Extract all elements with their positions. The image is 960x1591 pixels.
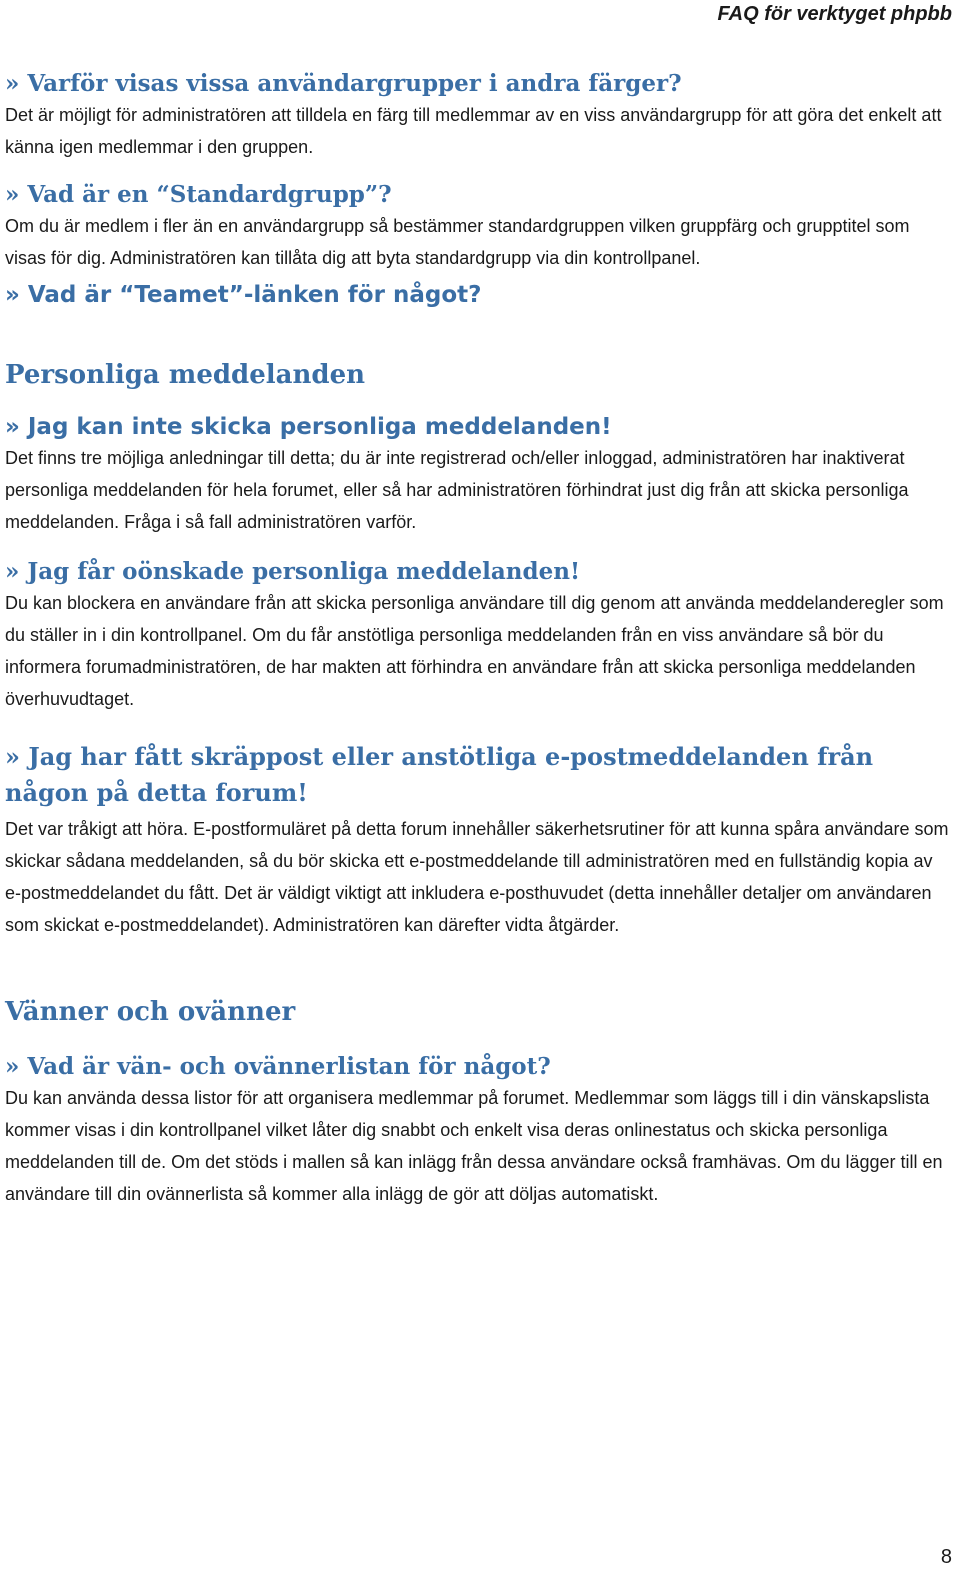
faq-question: » Jag får oönskade personliga meddelanden! [5, 558, 581, 585]
faq-answer: Det finns tre möjliga anledningar till detta; du är inte registrerad och/eller inloggad, administratören har inaktiverat personliga meddelanden för hela forumet, eller så har administratören förhindrat just dig från att skicka personliga meddelanden. Fråga i så fall administratören varför. [5, 448, 909, 532]
faq-question: » Jag kan inte skicka personliga meddelanden! [5, 414, 612, 440]
section-heading: Personliga meddelanden [5, 360, 366, 390]
faq-answer: Om du är medlem i fler än en användargrupp så bestämmer standardgruppen vilken gruppfärg och grupptitel som visas för dig. Administratören kan tillåta dig att byta standardgrupp via din kontrollpanel. [5, 216, 910, 268]
faq-question: » Vad är “Teamet”-länken för något? [5, 282, 482, 308]
faq-answer: Du kan använda dessa listor för att organisera medlemmar på forumet. Medlemmar som läggs till i din vänskapslista kommer visas i din kontrollpanel vilket låter dig snabbt och enkelt visa deras onlinestatus och skicka personliga meddelanden till de. Om det stöds i mallen så kan inlägg från dessa användare också framhävas. Om du lägger till en användare till din ovännerlista så kommer alla inlägg de gör att döljas automatiskt. [5, 1088, 943, 1204]
faq-answer: Du kan blockera en användare från att skicka personliga användare till dig genom att använda meddelanderegler som du ställer in i din kontrollpanel. Om du får anstötliga personliga meddelanden från en viss användare så bör du informera forumadministratören, de har makten att förhindra en användare från att skicka personliga meddelanden överhuvudtaget. [5, 593, 944, 709]
section-heading: Vänner och ovänner [5, 997, 296, 1027]
faq-question: » Vad är en “Standardgrupp”? [5, 181, 392, 208]
page-number: 8 [940, 1546, 952, 1568]
faq-question: » Jag har fått skräppost eller anstötliga e-postmeddelanden från någon på detta forum! [5, 742, 874, 807]
document-header-title: FAQ för verktyget phpbb [717, 3, 952, 25]
faq-question: » Vad är vän- och ovännerlistan för något? [5, 1053, 551, 1080]
faq-question: » Varför visas vissa användargrupper i andra färger? [5, 70, 682, 97]
faq-answer: Det är möjligt för administratören att tilldela en färg till medlemmar av en viss användargrupp för att göra det enkelt att känna igen medlemmar i den gruppen. [5, 105, 942, 157]
faq-answer: Det var tråkigt att höra. E-postformuläret på detta forum innehåller säkerhetsrutiner för att kunna spåra användare som skickar sådana meddelanden, så du bör skicka ett e-postmeddelande till administratören med en fullständig kopia av e-postmeddelandet du fått. Det är väldigt viktigt att inkludera e-posthuvudet (detta innehåller detaljer om användaren som skickat e-postmeddelandet). Administratören kan därefter vidta åtgärder. [5, 819, 949, 935]
document-body [5, 70, 953, 1210]
